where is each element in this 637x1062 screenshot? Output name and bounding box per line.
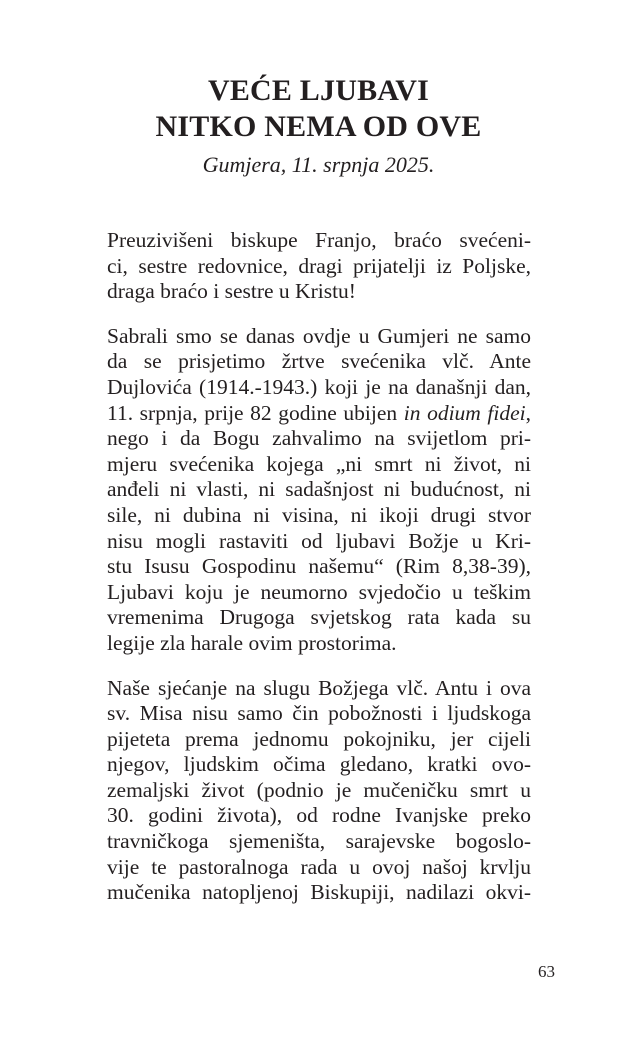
text-line: pijeteta prema jednomu pokojniku, jer cijeli <box>107 726 531 751</box>
text-segment: , <box>525 400 531 425</box>
text-line: ci, sestre redovnice, dragi prijatelji iz Poljske, <box>107 253 531 278</box>
text-line: mjeru svećenika kojega „ni smrt ni život, ni <box>107 451 531 476</box>
text-line: njegov, ljudskim očima gledano, kratki ovo- <box>107 752 531 777</box>
paragraph-spacer <box>107 657 531 676</box>
text-line: nego i da Bogu zahvalimo na svijetlom pri- <box>107 426 531 451</box>
text-line: Naše sjećanje na slugu Božjega vlč. Antu i ova <box>107 675 531 700</box>
text-line: Preuzivišeni biskupe Franjo, braćo svećeni- <box>107 228 531 252</box>
text-line: vremenima Drugoga svjetskog rata kada su <box>107 605 531 630</box>
latin-phrase: in odium fidei <box>403 400 526 425</box>
title-line-2: NITKO NEMA OD OVE <box>155 110 482 143</box>
text-segment: 11. srpnja, prije 82 godine ubijen <box>107 400 404 425</box>
title-line-1: VEĆE LJUBAVI <box>207 74 430 107</box>
text-line: vije te pastoralnoga rada u ovoj našoj krvlju <box>107 854 531 879</box>
text-line: sile, ni dubina ni visina, ni ikoji drugi stvor <box>107 502 531 527</box>
text-line: travničkoga sjemeništa, sarajevske bogoslo- <box>107 829 531 854</box>
text-line: Ljubavi koju je neumorno svjedočio u teškim <box>107 579 531 604</box>
paragraph-spacer <box>107 305 531 324</box>
text-line: zemaljski život (podnio je mučeničku smrt u <box>107 777 531 802</box>
text-line: da se prisjetimo žrtve svećenika vlč. Ante <box>107 349 531 374</box>
text-line: legije zla harale ovim prostorima. <box>107 630 397 655</box>
paragraph-1 <box>107 228 531 305</box>
text-line: Dujlovića (1914.-1943.) koji je na današnji dan, <box>107 374 531 399</box>
paragraph-2 <box>107 324 531 657</box>
text-line: nisu mogli rastaviti od ljubavi Božje u Kri- <box>107 528 531 553</box>
page-number: 63 <box>538 962 555 981</box>
text-line: Sabrali smo se danas ovdje u Gumjeri ne samo <box>107 323 531 348</box>
text-line: draga braćo i sestre u Kristu! <box>107 279 356 304</box>
text-line: 30. godini života), od rodne Ivanjske preko <box>107 803 531 828</box>
text-line: sv. Misa nisu samo čin pobožnosti i ljudskoga <box>107 701 531 726</box>
text-line: anđeli ni vlasti, ni sadašnjost ni budućnost, ni <box>107 477 531 502</box>
text-line: mučenika natopljenoj Biskupiji, nadilazi okvi- <box>107 880 531 905</box>
text-line-with-italic <box>107 401 531 427</box>
paragraph-3 <box>107 676 531 906</box>
body-text <box>107 228 531 906</box>
text-line: stu Isusu Gospodinu našemu“ (Rim 8,38-39), <box>107 554 531 579</box>
subtitle-place-date: Gumjera, 11. srpnja 2025. <box>202 152 435 177</box>
